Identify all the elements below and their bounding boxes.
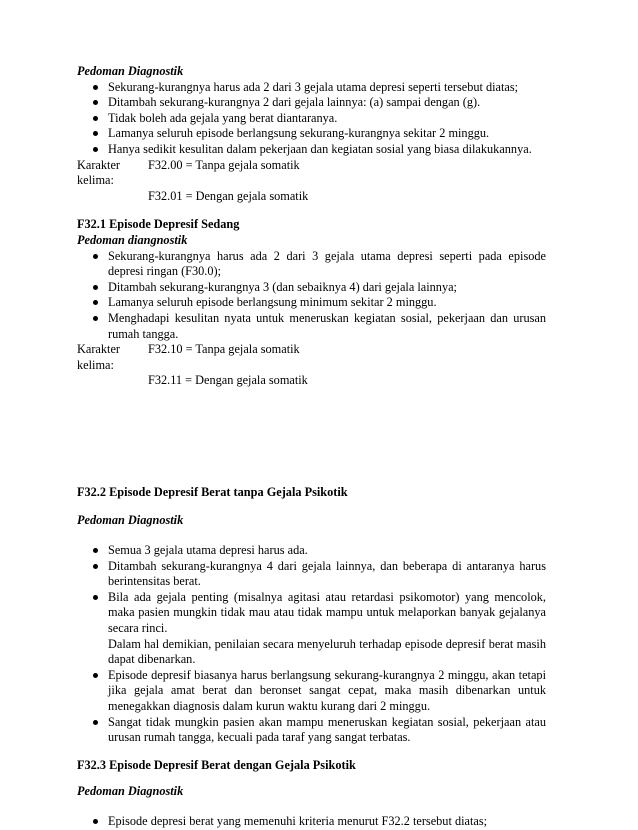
list-item: Lamanya seluruh episode berlangsung minimum sekitar 2 minggu. <box>77 295 546 311</box>
list-item: Ditambah sekurang-kurangnya 4 dari gejala lainnya, dan beberapa di antaranya harus berintensitas berat. <box>77 559 546 590</box>
bullet-list <box>77 249 546 343</box>
bullet-list <box>77 814 546 830</box>
code-line: F32.10 = Tanpa gejala somatik <box>148 342 300 357</box>
bullet-icon <box>93 285 98 290</box>
section-title: F32.2 Episode Depresif Berat tanpa Gejala Psikotik <box>77 484 348 499</box>
code-line: F32.11 = Dengan gejala somatik <box>148 373 308 388</box>
list-item: Sangat tidak mungkin pasien akan mampu meneruskan kegiatan sosial, pekerjaan atau urusan rumah tangga, kecuali pada taraf yang sangat terbatas. <box>77 715 546 746</box>
code-line: F32.00 = Tanpa gejala somatik <box>148 157 300 172</box>
list-item: Sekurang-kurangnya harus ada 2 dari 3 gejala utama depresi seperti tersebut diatas; <box>77 80 546 96</box>
bullet-icon <box>93 100 98 105</box>
section-heading: Pedoman Diagnostik <box>77 64 184 78</box>
list-item: Tidak boleh ada gejala yang berat diantaranya. <box>77 111 546 127</box>
bullet-icon <box>93 254 98 259</box>
bullet-icon <box>93 564 98 569</box>
bullet-icon <box>93 819 98 824</box>
bullet-icon <box>93 720 98 725</box>
section-title: F32.3 Episode Depresif Berat dengan Gejala Psikotik <box>77 757 356 772</box>
section-heading: Pedoman Diagnostik <box>77 784 184 799</box>
bullet-icon <box>93 131 98 136</box>
list-item: Hanya sedikit kesulitan dalam pekerjaan dan kegiatan sosial yang biasa dilakukannya. <box>77 142 546 158</box>
list-item: Sekurang-kurangnya harus ada 2 dari 3 gejala utama depresi seperti pada episode depresi ringan (F30.0); <box>77 249 546 280</box>
section-heading: Pedoman diangnostik <box>77 232 188 247</box>
karakter-kelima-row <box>77 158 546 189</box>
list-item: Episode depresif biasanya harus berlangsung sekurang-kurangnya 2 minggu, akan tetapi jika gejala amat berat dan beronset sangat cepat, maka masih dibenarkan untuk menegakkan diagnosis dalam kurun waktu kurang dari 2 minggu. <box>77 668 546 715</box>
bullet-icon <box>93 548 98 553</box>
bullet-icon <box>93 147 98 152</box>
bullet-list <box>77 80 546 158</box>
section-title: F32.1 Episode Depresif Sedang <box>77 217 240 232</box>
list-item: Ditambah sekurang-kurangnya 3 (dan sebaiknya 4) dari gejala lainnya; <box>77 280 546 296</box>
list-item: Bila ada gejala penting (misalnya agitasi atau retardasi psikomotor) yang mencolok, maka pasien mungkin tidak mau atau tidak mampu untuk melaporkan banyak gejalanya secara rinci. Dalam hal demikian, penilaian secara menyeluruh terhadap episode depresif berat masih dapat dibenarkan. <box>77 590 546 668</box>
list-item: Semua 3 gejala utama depresi harus ada. <box>77 543 546 559</box>
karakter-kelima-label: Karakter kelima: <box>77 157 121 188</box>
document-content <box>77 64 546 830</box>
bullet-icon <box>93 595 98 600</box>
list-item: Menghadapi kesulitan nyata untuk meneruskan kegiatan sosial, pekerjaan dan urusan rumah tangga. <box>77 311 546 342</box>
code-line: F32.01 = Dengan gejala somatik <box>148 188 309 203</box>
list-item: Ditambah sekurang-kurangnya 2 dari gejala lainnya: (a) sampai dengan (g). <box>77 95 546 111</box>
bullet-icon <box>93 316 98 321</box>
bullet-icon <box>93 673 98 678</box>
section-heading: Pedoman Diagnostik <box>77 513 184 528</box>
bullet-icon <box>93 116 98 121</box>
karakter-kelima-label: Karakter kelima: <box>77 342 121 372</box>
bullet-list <box>77 543 546 746</box>
bullet-icon <box>93 85 98 90</box>
karakter-kelima-row <box>77 342 546 373</box>
list-item: Lamanya seluruh episode berlangsung sekurang-kurangnya sekitar 2 minggu. <box>77 126 546 142</box>
list-item-continuation: Dalam hal demikian, penilaian secara menyeluruh terhadap episode depresif berat masih dapat dibenarkan. <box>108 636 546 667</box>
list-item: Episode depresi berat yang memenuhi kriteria menurut F32.2 tersebut diatas; <box>77 814 546 830</box>
bullet-icon <box>93 300 98 305</box>
